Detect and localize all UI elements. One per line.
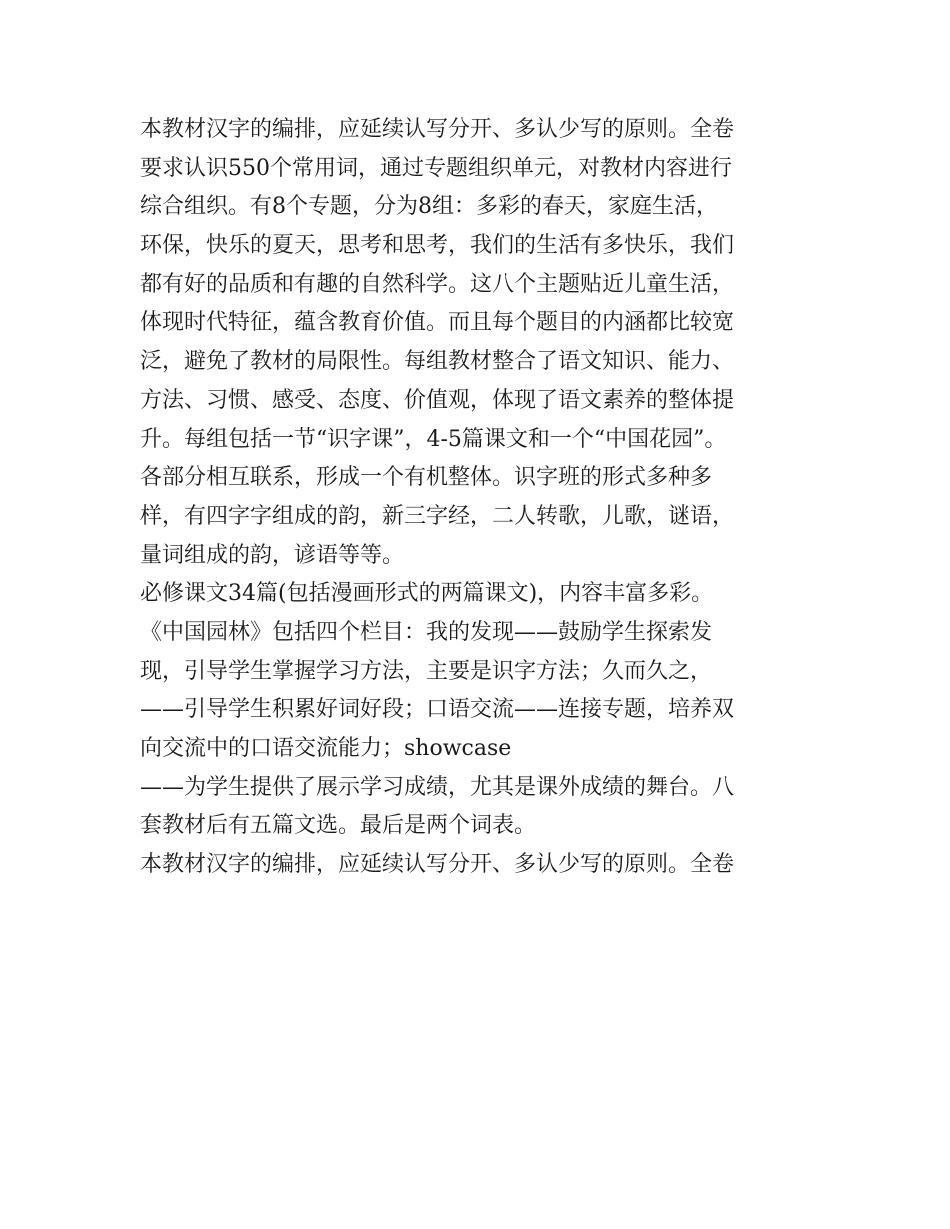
text-line: 本教材汉字的编排，应延续认写分开、多认少写的原则。全卷 [140,852,735,878]
text-line: 泛，避免了教材的局限性。每组教材整合了语文知识、能力、 [140,349,735,375]
text-line: 综合组织。有8个专题，分为8组：多彩的春天，家庭生活， [140,194,718,220]
text-line: 必修课文34篇(包括漫画形式的两篇课文)，内容丰富多彩。 [140,581,714,607]
text-line: 本教材汉字的编排，应延续认写分开、多认少写的原则。全卷 [140,117,735,142]
text-line: 量词组成的韵，谚语等等。 [140,542,405,568]
text-line: ——为学生提供了展示学习成绩，尤其是课外成绩的舞台。八 [140,774,735,800]
text-line: 都有好的品质和有趣的自然科学。这八个主题贴近儿童生活， [140,271,735,297]
text-line: 各部分相互联系，形成一个有机整体。识字班的形式多种多 [140,465,713,491]
text-line: 要求认识550个常用词，通过专题组织单元，对教材内容进行 [140,155,732,181]
paragraph-3 [140,846,820,885]
text-line: 向交流中的口语交流能力；showcase [140,736,512,761]
text-line: 体现时代特征，蕴含教育价值。而且每个题目的内涵都比较宽 [140,310,735,336]
paragraph-1 [140,111,820,575]
text-line: 现，引导学生掌握学习方法，主要是识字方法；久而久之， [140,658,713,684]
text-line: 套教材后有五篇文选。最后是两个词表。 [140,813,537,839]
document-body [140,111,820,885]
paragraph-2 [140,575,820,846]
text-line: 《中国园林》包括四个栏目：我的发现——鼓励学生探索发 [140,619,713,645]
text-line: 环保，快乐的夏天，思考和思考，我们的生活有多快乐，我们 [140,233,735,259]
text-line: 样，有四字字组成的韵，新三字经，二人转歌，儿歌，谜语， [140,503,735,529]
text-line: 方法、习惯、感受、态度、价值观，体现了语文素养的整体提 [140,387,735,413]
text-line: 升。每组包括一节“识字课”，4-5篇课文和一个“中国花园”。 [140,426,727,452]
text-line: ——引导学生积累好词好段；口语交流——连接专题，培养双 [140,697,735,723]
